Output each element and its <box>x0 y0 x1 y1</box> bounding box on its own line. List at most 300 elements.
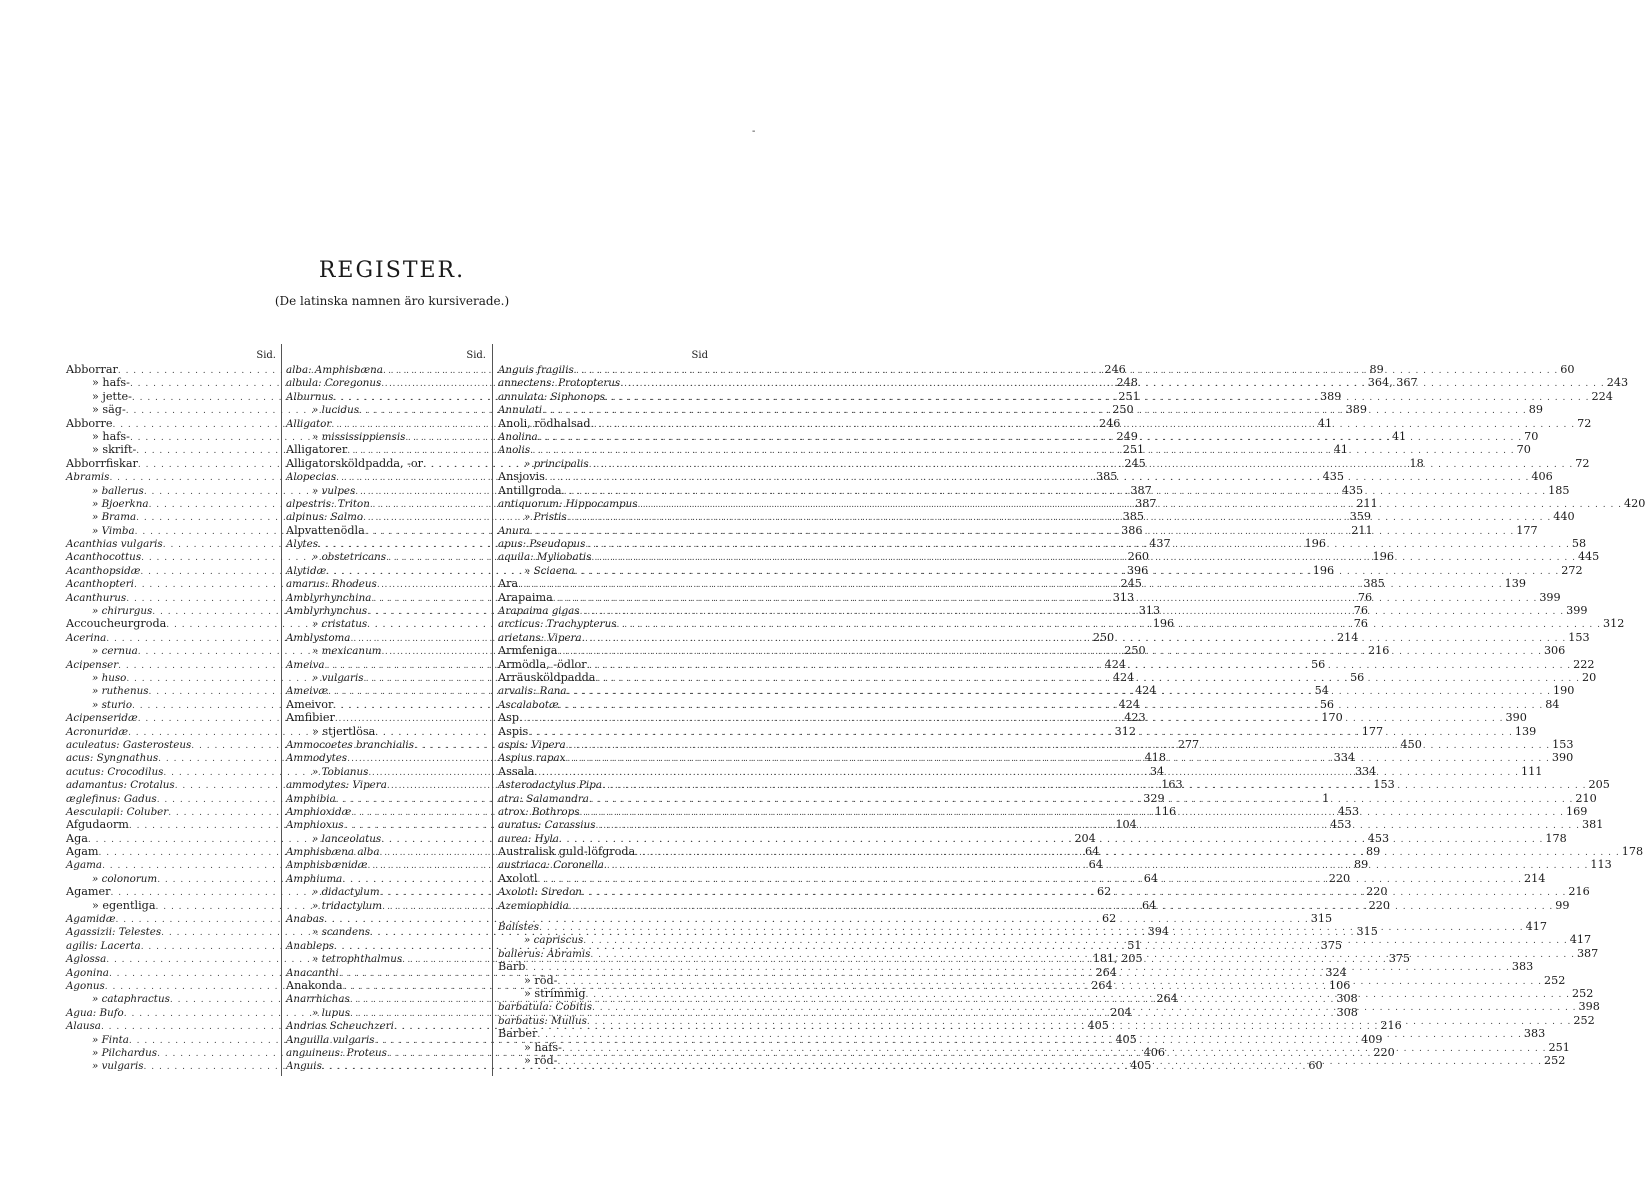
dot-leader <box>538 429 1523 445</box>
dot-leader <box>539 922 1524 935</box>
entry-page: 248 <box>1116 376 1138 390</box>
entry-page: 111 <box>1521 764 1543 778</box>
entry-page: 214 <box>1524 871 1546 885</box>
entry-term: Axolotl <box>498 871 538 885</box>
entry-page: 249 <box>1116 429 1138 443</box>
entry-page: 224 <box>1591 389 1613 403</box>
entry-term: arvalis: Rana <box>498 685 567 698</box>
entry-page: 185 <box>1548 483 1570 497</box>
entry-page: 394 <box>1147 925 1170 939</box>
entry-term: Axolotl: Siredon <box>498 886 582 899</box>
entry-term: Asp <box>498 711 519 725</box>
dot-leader <box>620 378 1605 391</box>
entry-page: 251 <box>1118 389 1140 403</box>
entry-page: 58 <box>1571 537 1587 551</box>
entry-page: 113 <box>1590 858 1612 872</box>
entry-page: 216 <box>1568 885 1590 899</box>
entry-page: 405 <box>1130 1059 1152 1073</box>
entry-term: » mexicanum <box>312 645 382 658</box>
entry-page: 264 <box>1156 992 1178 1006</box>
entry-term: Ameiva <box>286 658 325 671</box>
entry-page: 246 <box>1104 363 1126 376</box>
dot-leader <box>528 724 1513 740</box>
entry-page: 196 <box>1304 537 1326 551</box>
entry-term: antiquorum: Hippocampus <box>498 497 638 510</box>
entry-term: Anakonda <box>286 978 343 992</box>
entry-term: agilis: Lacerta <box>66 939 141 952</box>
entry-page: 214 <box>1336 630 1359 644</box>
entry-page: 76 <box>1353 604 1368 618</box>
entry-term: Acanthopsidæ <box>66 564 141 577</box>
entry-page: 445 <box>1577 550 1600 564</box>
dot-leader <box>582 630 1567 646</box>
entry-page: 56 <box>1350 670 1365 684</box>
entry-term: Aspis <box>498 724 529 738</box>
entry-term: annulata: Siphonops <box>498 390 605 403</box>
dot-leader <box>583 935 1568 948</box>
entry-page: 435 <box>1322 470 1344 484</box>
entry-term: » strimmig <box>524 986 586 1000</box>
entry-page: 405 <box>1087 1019 1109 1033</box>
entry-page: 153 <box>1552 737 1574 751</box>
dot-leader <box>569 898 1554 914</box>
entry-page: 89 <box>1369 363 1384 376</box>
dot-leader <box>605 389 1590 405</box>
entry-page: 89 <box>1366 845 1381 859</box>
entry-page: 334 <box>1333 751 1355 765</box>
entry-term: » hafs- <box>92 376 130 390</box>
dot-leader <box>575 563 1560 579</box>
entry-page: 260 <box>1127 550 1149 564</box>
entry-page: 390 <box>1505 711 1527 725</box>
entry-term: Acanthurus <box>66 591 127 604</box>
entry-term: Agassizii: Telestes <box>66 926 162 939</box>
entry-page: 424 <box>1135 684 1157 698</box>
entry-page: 62 <box>1097 885 1112 899</box>
page-column-header: Sid <box>691 350 708 361</box>
entry-page: 390 <box>1551 751 1574 765</box>
entry-page: 250 <box>1124 644 1146 658</box>
entry-page: 437 <box>1149 537 1171 551</box>
entry-page: 89 <box>1528 403 1543 417</box>
entry-term: Acipenseridæ <box>66 712 138 725</box>
entry-term: alba: Amphisbæna <box>286 364 383 376</box>
dot-leader <box>579 804 1564 820</box>
entry-term: » röd- <box>524 1053 558 1067</box>
entry-term: » lanceolatus <box>312 832 382 845</box>
entry-term: Balistes <box>498 921 540 934</box>
entry-page: 153 <box>1373 778 1395 792</box>
entry-page: 406 <box>1531 470 1553 484</box>
entry-term: » Tobianus <box>312 765 369 778</box>
entry-page: 204 <box>1074 831 1096 845</box>
entry-term: Accoucheurgroda <box>66 617 167 631</box>
entry-term: acutus: Crocodilus <box>66 765 164 778</box>
dot-leader <box>582 887 1567 900</box>
entry-term: Alausa <box>66 1020 101 1033</box>
entry-term: Anacanthi <box>286 966 339 979</box>
entry-term: atra: Salamandra <box>498 792 589 805</box>
page-subtitle: (De latinska namnen äro kursiverade.) <box>274 294 510 308</box>
entry-page: 99 <box>1555 898 1570 912</box>
entry-term: » vulgaris <box>312 671 364 684</box>
entry-page: 64 <box>1085 845 1100 859</box>
entry-page: 220 <box>1373 1045 1395 1059</box>
entry-page: 106 <box>1329 978 1351 992</box>
entry-page: 72 <box>1577 416 1592 430</box>
entry-term: Amphiuma <box>286 872 343 885</box>
entry-page: 315 <box>1356 925 1378 939</box>
entry-page: 76 <box>1353 617 1368 631</box>
entry-page: 70 <box>1516 443 1531 457</box>
dot-leader <box>562 483 1547 499</box>
page-column-header: Sid. <box>256 350 276 361</box>
entry-term: Arräusköldpadda <box>498 670 596 684</box>
entry-term: » scandens <box>312 926 370 939</box>
entry-term: Abramis <box>66 471 110 484</box>
entry-page: 424 <box>1112 670 1135 684</box>
entry-term: » egentliga <box>92 898 156 912</box>
entry-page: 383 <box>1523 1027 1546 1041</box>
entry-page: 89 <box>1353 858 1369 872</box>
dot-leader <box>559 697 1544 713</box>
entry-term: barbatus: Mullus <box>498 1014 587 1027</box>
entry-page: 250 <box>1112 403 1134 417</box>
entry-page: 385 <box>1095 470 1118 484</box>
entry-page: 60 <box>1560 363 1575 376</box>
dot-leader <box>638 496 1623 512</box>
entry-term: Alligatorsköldpadda, -or <box>286 456 424 470</box>
entry-term: Alpvattenödla <box>286 523 365 537</box>
entry-page: 308 <box>1336 1005 1358 1019</box>
entry-page: 396 <box>1126 563 1149 577</box>
entry-page: 220 <box>1328 871 1351 885</box>
dot-leader <box>545 472 1530 485</box>
entry-term: Agamer <box>66 885 111 899</box>
entry-term: Armfeniga <box>498 644 558 658</box>
entry-page: 60 <box>1308 1059 1323 1073</box>
entry-page: 104 <box>1115 818 1137 832</box>
entry-page: 34 <box>1149 764 1165 778</box>
entry-term: » vulgaris <box>92 1060 144 1073</box>
entry-term: austriaca: Coronella <box>498 859 604 872</box>
dot-leader <box>595 670 1580 686</box>
entry-term: Azemiophidia <box>498 899 569 912</box>
entry-page: 205 <box>1588 778 1610 792</box>
entry-term: Abborrar <box>66 363 118 376</box>
entry-term: » principalis <box>524 457 589 470</box>
entry-term: aurea: Hyla <box>498 832 559 845</box>
entry-term: » lucidus <box>312 404 360 417</box>
entry-term: Anguis fragilis <box>498 364 574 376</box>
entry-term: ammodytes: Vipera <box>286 779 387 792</box>
entry-term: Agua: Bufo <box>66 1006 124 1019</box>
entry-page: 409 <box>1361 1032 1383 1046</box>
entry-term: Amphibia <box>286 792 336 805</box>
entry-term: Abborrfiskar <box>66 456 138 470</box>
entry-page: 312 <box>1114 724 1136 738</box>
dot-leader <box>592 1002 1577 1015</box>
dot-leader <box>590 949 1575 962</box>
dot-leader <box>587 1016 1572 1029</box>
entry-term: Anolis <box>498 444 531 457</box>
entry-page: 324 <box>1325 965 1347 979</box>
dot-leader <box>534 764 1519 780</box>
entry-term: » Vimba <box>92 524 135 537</box>
entry-term: arietans: Vipera <box>498 631 582 644</box>
entry-page: 387 <box>1576 946 1599 960</box>
entry-term: » hafs- <box>524 1040 562 1054</box>
dot-leader <box>574 365 1559 378</box>
entry-term: alpestris: Triton <box>286 497 370 510</box>
entry-page: 163 <box>1161 778 1183 792</box>
entry-term: Aglossa <box>66 953 107 966</box>
entry-term: Alytidæ <box>286 564 327 577</box>
entry-page: 418 <box>1144 751 1166 765</box>
entry-page: 375 <box>1320 938 1342 952</box>
entry-page: 406 <box>1143 1045 1165 1059</box>
entry-term: Amphisbænidæ <box>286 859 368 872</box>
entry-term: Acronuridæ <box>66 725 129 738</box>
entry-page: 177 <box>1361 724 1384 738</box>
entry-page: 440 <box>1553 510 1575 524</box>
entry-page: 245 <box>1120 577 1142 591</box>
dot-leader <box>567 512 1552 525</box>
entry-term: Asterodactylus Pipa <box>498 779 602 792</box>
entry-term: Alopecias <box>286 471 337 484</box>
dot-leader <box>553 590 1538 606</box>
entry-term: » capriscus <box>524 934 584 947</box>
entry-page: 72 <box>1575 456 1590 470</box>
entry-term: Ansjovis <box>498 470 545 484</box>
entry-page: 272 <box>1561 563 1583 577</box>
entry-term: » vulpes <box>312 484 356 497</box>
entry-page: 386 <box>1121 523 1143 537</box>
entry-page: 116 <box>1154 804 1177 818</box>
dot-leader <box>557 1056 1542 1069</box>
entry-term: Arapaima <box>498 590 553 604</box>
entry-page: 64 <box>1142 898 1157 912</box>
dot-leader <box>580 606 1565 619</box>
entry-term: Acanthocottus <box>66 551 142 564</box>
entry-page: 417 <box>1525 920 1547 934</box>
entry-term: » hafs- <box>92 429 130 443</box>
entry-page: 196 <box>1372 550 1394 564</box>
page-column-header: Sid. <box>466 350 486 361</box>
dot-leader <box>557 976 1542 989</box>
dot-leader <box>519 713 1504 726</box>
entry-page: 62 <box>1102 912 1117 926</box>
entry-term: Amfibier <box>286 711 335 725</box>
dot-leader <box>617 619 1602 632</box>
entry-term: » huso <box>92 671 127 684</box>
entry-page: 243 <box>1606 376 1629 390</box>
dot-leader <box>559 831 1544 847</box>
dot-leader <box>585 539 1570 552</box>
dot-leader <box>538 871 1523 887</box>
dot-leader <box>635 847 1620 860</box>
dot-leader <box>530 445 1515 458</box>
entry-page: 381 <box>1582 818 1604 832</box>
entry-page: 450 <box>1400 737 1422 751</box>
entry-term: » colonorum <box>92 872 158 885</box>
entry-term: anguineus: Proteus <box>286 1046 387 1059</box>
entry-page: 385 <box>1122 510 1144 524</box>
entry-term: Alligatorer <box>286 443 348 457</box>
entry-term: Antillgroda <box>498 483 562 497</box>
entry-term: » mississippiensis <box>312 430 406 443</box>
entry-page: 277 <box>1177 737 1200 751</box>
entry-term: Barb <box>498 960 526 974</box>
entry-term: Amphioxidæ <box>286 805 352 818</box>
entry-term: » Finta <box>92 1033 129 1046</box>
entry-term: » säg- <box>92 403 126 417</box>
entry-page: 220 <box>1366 885 1388 899</box>
entry-page: 264 <box>1091 978 1113 992</box>
entry-page: 329 <box>1143 791 1165 805</box>
entry-term: Agamidæ <box>66 913 116 926</box>
entry-term: Acipenser <box>66 658 119 671</box>
entry-term: » Bjoerkna <box>92 497 149 510</box>
entry-term: Anabas <box>286 913 325 926</box>
entry-term: atrox: Bothrops <box>498 805 580 818</box>
entry-term: ballerus: Abramis <box>498 947 591 960</box>
entry-page: 216 <box>1367 644 1390 658</box>
entry-page: 54 <box>1314 684 1329 698</box>
entry-page: 398 <box>1578 1000 1600 1014</box>
entry-term: Armödla, -ödlor <box>498 657 587 671</box>
dot-leader <box>562 1043 1547 1056</box>
entry-page: 313 <box>1112 590 1135 604</box>
entry-page: 383 <box>1511 960 1534 974</box>
entry-term: adamantus: Crotalus <box>66 779 175 792</box>
entry-term: Ammocoetes branchialis <box>286 738 414 751</box>
entry-term: » obstetricans <box>312 551 387 564</box>
entry-page: 190 <box>1553 684 1575 698</box>
entry-page: 264 <box>1095 965 1117 979</box>
entry-page: 196 <box>1312 563 1335 577</box>
entry-page: 220 <box>1368 898 1390 912</box>
entry-page: 435 <box>1341 483 1364 497</box>
entry-term: Alytes <box>286 538 319 551</box>
entry-page: 153 <box>1568 630 1590 644</box>
entry-term: Acanthias vulgaris <box>66 538 163 551</box>
entry-term: Acanthopteri <box>66 578 134 591</box>
entry-term: Amblyrhynchus <box>286 605 368 618</box>
entry-page: 216 <box>1380 1019 1402 1033</box>
dot-leader <box>595 820 1580 833</box>
entry-page: 211 <box>1356 496 1378 510</box>
entry-page: 41 <box>1317 416 1333 430</box>
entry-page: 359 <box>1349 510 1371 524</box>
entry-term: Agonina <box>66 966 109 979</box>
entry-term: » jette- <box>92 389 132 403</box>
entry-page: 178 <box>1545 831 1567 845</box>
page-title: REGISTER. <box>318 258 466 283</box>
entry-page: 364, 367 <box>1367 376 1418 390</box>
entry-term: Acerina <box>66 631 107 644</box>
entry-term: Barber <box>498 1027 538 1041</box>
dot-leader <box>604 860 1589 873</box>
entry-page: 41 <box>1391 429 1407 443</box>
dot-leader <box>587 657 1572 673</box>
entry-page: 399 <box>1539 590 1561 604</box>
dot-leader <box>591 552 1576 565</box>
entry-page: 385 <box>1363 577 1385 591</box>
entry-term: » tetrophthalmus <box>312 953 403 966</box>
entry-term: Ameivor <box>286 697 334 711</box>
entry-term: » skrift- <box>92 443 137 457</box>
corner-mark: - <box>752 126 756 137</box>
dot-leader <box>591 416 1576 432</box>
dot-leader <box>557 646 1542 659</box>
entry-page: 84 <box>1545 697 1560 711</box>
entry-page: 252 <box>1543 1053 1566 1067</box>
entry-term: Amphisbæna alba <box>286 846 380 859</box>
dot-leader <box>565 753 1550 766</box>
entry-term: Ameivæ <box>286 685 329 698</box>
entry-term: Anoli, rödhalsad <box>498 416 591 430</box>
entry-term: alpinus: Salmo <box>286 511 364 524</box>
dot-leader <box>589 791 1574 807</box>
entry-page: 334 <box>1354 764 1377 778</box>
entry-term: barbatula: Cobitis <box>498 1001 593 1014</box>
entry-page: 375 <box>1388 952 1411 966</box>
entry-page: 177 <box>1516 523 1538 537</box>
dot-leader <box>602 780 1587 793</box>
entry-page: 139 <box>1504 577 1526 591</box>
entry-term: albula: Coregonus <box>286 377 382 390</box>
dot-leader <box>589 456 1574 472</box>
entry-page: 64 <box>1088 858 1103 872</box>
entry-term: Alburnus <box>286 390 334 403</box>
entry-term: arcticus: Trachypterus <box>498 618 617 631</box>
entry-term: Ara <box>498 577 519 591</box>
entry-page: 252 <box>1572 986 1594 1000</box>
entry-page: 313 <box>1138 604 1161 618</box>
entry-term: Anguilla vulgaris <box>286 1033 375 1046</box>
entry-term: Ammodytes <box>286 752 348 765</box>
entry-page: 56 <box>1311 657 1326 671</box>
entry-page: 196 <box>1152 617 1175 631</box>
entry-term: Amphioxus <box>286 819 344 832</box>
entry-term: Amblystoma <box>286 631 351 644</box>
dot-leader <box>537 1029 1522 1042</box>
entry-page: 18 <box>1409 456 1424 470</box>
entry-page: 211 <box>1351 523 1373 537</box>
entry-page: 250 <box>1092 630 1115 644</box>
entry-term: » ruthenus <box>92 685 149 698</box>
entry-term: Australisk guld-löfgroda <box>498 845 636 859</box>
entry-term: Abborre <box>66 416 113 430</box>
entry-page: 389 <box>1319 389 1342 403</box>
entry-term: » chirurgus <box>92 605 153 618</box>
entry-term: Aspius rapax <box>498 752 566 765</box>
entry-page: 420 <box>1624 496 1645 510</box>
dot-leader <box>518 579 1503 592</box>
entry-term: Agama <box>66 859 103 872</box>
entry-page: 453 <box>1367 831 1390 845</box>
entry-page: 210 <box>1575 791 1597 805</box>
entry-page: 308 <box>1336 992 1358 1006</box>
dot-leader <box>586 989 1571 1002</box>
entry-page: 453 <box>1337 804 1360 818</box>
entry-page: 139 <box>1514 724 1537 738</box>
entry-page: 178 <box>1621 845 1644 859</box>
entry-page: 70 <box>1524 429 1539 443</box>
entry-page: 76 <box>1357 590 1373 604</box>
entry-term: amarus: Rhodeus <box>286 578 377 591</box>
